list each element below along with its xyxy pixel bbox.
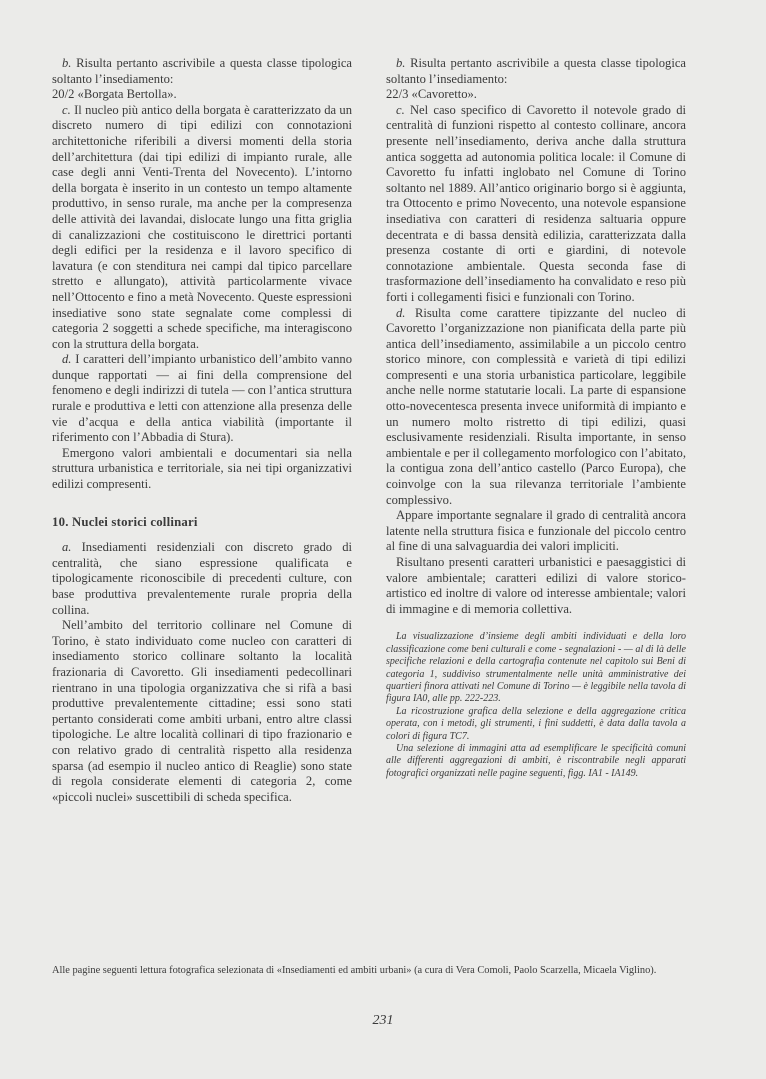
paragraph-text: I caratteri dell’impianto urbanistico dell’ambito vanno dunque rapportati — ai fini della comprensione del fenomeno e degli indirizzi di tutela — con l’antica struttura rurale e produttiva e letti con attenzione alla presenza delle vie d’acqua e della antica viabilità (importante il riferimento con l’Abbadia di Stura). [52,352,352,445]
left-column [52,56,352,805]
item-marker: c. [396,102,405,117]
paragraph-risultano: Risultano presenti caratteri urbanistici e paesaggistici di valore ambientale; caratteri edilizi di valore storico-artistico ed inoltre di valore od interesse ambientale; valori di immagine e di memoria collettiva. [386,555,686,616]
notes-block [386,631,686,780]
paragraph-ambito: Nell’ambito del territorio collinare nel Comune di Torino, è stato individuato come nucleo con caratteri di insediamento storico collinare soltanto la località frazionaria di Cavoretto. Gli insediamenti pedecollinari rientrano in una tipologia organizzativa che si rifà a basi produttive prevalentemente cittadine; essi sono stati pertanto considerati come ambiti urbani, entro altre classi tipologiche. Le altre località collinari di tipo frazionario e con relativo grado di centralità rispetto alla residenza sparsa (ad esempio il nucleo antico di Reaglie) sono state di regola considerate elementi di categoria 2, come «piccoli nuclei» suscettibili di scheda specifica. [52,618,352,804]
paragraph-text: Il nucleo più antico della borgata è caratterizzato da un discreto numero di tipi edilizi con connotazioni architettoniche riferibili a diversi momenti della storia dell’architettura (dai tipi edilizi di impianto rurale, alle case degli anni Venti-Trenta del Novecento). L’intorno della borgata è inserito in un contesto un tempo altamente produttivo, in senso rurale, ma anche per la compresenza delle attività dei lavandai, dislocate lungo una fitta griglia di canalizzazioni che costituiscono le direttrici portanti degli edifici per la residenza e il lavoro specifico di lavatura (e con stenditura nei campi dal tipico parcellare stretto e allungato), attività particolarmente vivace nell’Ottocento e fino a metà Novecento. Queste espressioni insediative sono state segnalate come complessi di categoria 2 soggetti a schede specifiche, ma interagiscono con la struttura della borgata. [52,102,352,351]
paragraph-text: Risulta pertanto ascrivibile a questa classe tipologica soltanto l’insediamento: [52,56,352,86]
paragraph-text: Insediamenti residenziali con discreto grado di centralità, che siano espressione qualificata e tipologicamente riconoscibile di precedenti culture, con base produttiva prevalentemente rurale propria della collina. [52,540,352,617]
note: Una selezione di immagini atta ad esemplificare le specificità comuni alle differenti aggregazioni di ambiti, è riscontrabile negli apparati fotografici organizzati nelle pagine seguenti, figg. IA1 - IA149. [386,743,686,779]
item-marker: a. [62,540,72,555]
paragraph-text: Risulta pertanto ascrivibile a questa classe tipologica soltanto l’insediamento: [386,56,686,86]
paragraph-b [52,56,352,87]
paragraph-b [386,56,686,87]
paragraph-a [52,540,352,618]
paragraph-d [52,352,352,446]
section-title: 10. Nuclei storici collinari [52,514,198,529]
footer-note: Alle pagine seguenti lettura fotografica selezionata di «Insediamenti ed ambiti urbani» (a cura di Vera Comoli, Paolo Scarzella, Micaela Viglino). [52,965,657,976]
item-marker: c. [62,102,71,117]
note: La visualizzazione d’insieme degli ambiti individuati e della loro classificazione come beni culturali e come - segnalazioni - — al di là delle specifiche relazioni e della cartografia contenute nel capitolo sui Beni di categoria 1, suddiviso strumentalmente nelle unità amministrative dei quartieri finora attivati nel Comune di Torino — è leggibile nella tavola di figura IA0, alle pp. 222-223. [386,631,686,705]
paragraph-c [52,103,352,353]
paragraph-text: Nel caso specifico di Cavoretto il notevole grado di centralità di funzioni rispetto al contesto collinare, ancora presente nell’insediamento, deriva anche dalla struttura antica soggetta ad autonomia politica locale: il Comune di Cavoretto fu infatti inglobato nel Comune di Torino soltanto nel 1889. All’antico originario borgo si è aggiunta, tra Ottocento e primo Novecento, una notevole espansione insediativa con caratteri di residenza saltuaria oppure decentrata e di bassa densità edilizia, caratterizzata dalla presenza costante di orti e giardini, di notevole connotazione ambientale. Questa seconda fase di trasformazione dell’insediamento ha convalidato e reso più forti i collegamenti fisici e funzionali con Torino. [386,102,686,304]
paragraph-appare: Appare importante segnalare il grado di centralità ancora latente nella struttura fisica e funzionale del piccolo centro al fine di una salvaguardia dei valori impliciti. [386,508,686,554]
right-column [386,56,686,780]
paragraph-d [386,306,686,509]
item-marker: d. [62,352,72,367]
note: La ricostruzione grafica della selezione e della aggregazione critica operata, con i metodi, gli strumenti, i fini suddetti, è data dalla tavola a colori di figura TC7. [386,705,686,742]
item-marker: b. [62,56,72,70]
page-number: 231 [372,1013,394,1028]
paragraph-emergono: Emergono valori ambientali e documentari sia nella struttura urbanistica e territoriale, sia nei tipi organizzativi edilizi compresenti. [52,445,352,492]
paragraph-text: Risulta come carattere tipizzante del nucleo di Cavoretto l’organizzazione non pianificata della parte più antica dell’insediamento, assimilabile a un piccolo centro storico minore, con complessità e varietà di tipi edilizi compresenti e una storia urbanistica particolare, leggibile anche nelle norme statutarie locali. La parte di espansione otto-novecentesca presenta invece uniformità di impianto e un numero molto ristretto di tipi edilizi, quasi esclusivamente residenziali. Risulta importante, in senso ambientale e per il collegamento morfologico con l’abitato, la contigua zona dell’antico castello (Parco Europa), che coinvolge con la sua rilevanza territoriale l’ambiente complessivo. [386,305,686,507]
item-marker: b. [396,56,406,70]
settlement-reference: 22/3 «Cavoretto». [386,87,477,102]
paragraph-c [386,103,686,306]
settlement-reference: 20/2 «Borgata Bertolla». [52,87,177,102]
item-marker: d. [396,305,406,320]
